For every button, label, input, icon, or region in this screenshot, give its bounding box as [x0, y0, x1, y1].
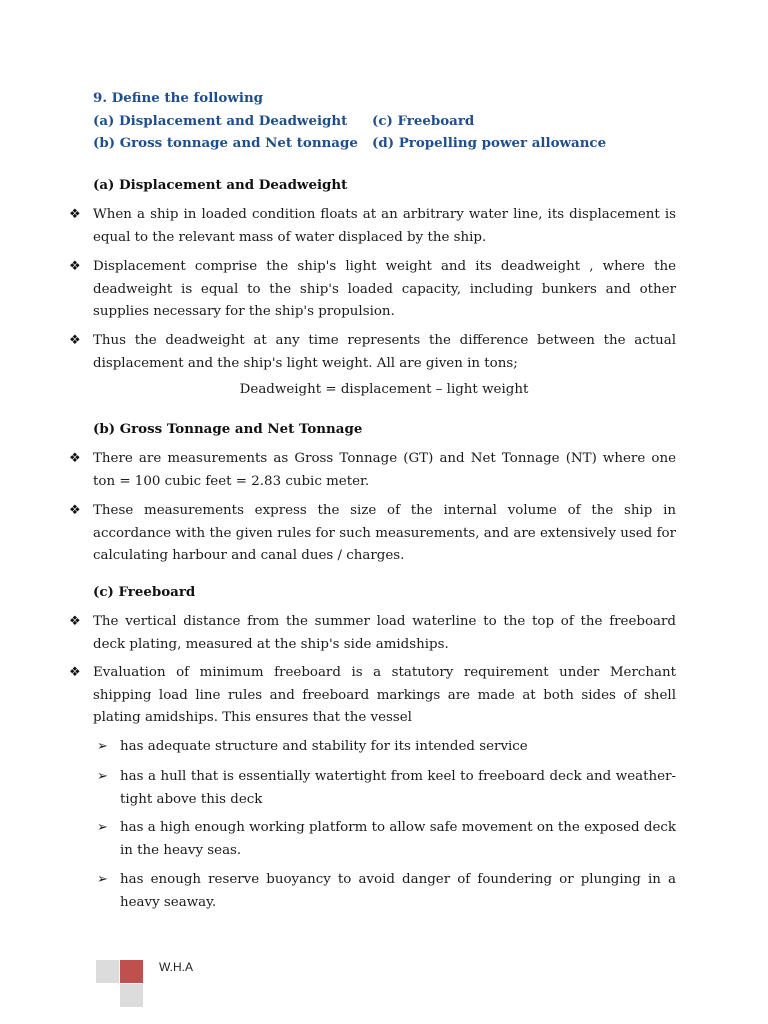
bullet-icon: ❖ — [69, 333, 81, 348]
question-title: 9. Define the following — [93, 90, 264, 106]
section-a-bullet-2 — [69, 256, 676, 324]
bullet-text: When a ship in loaded condition floats at an arbitrary water line, its displacement is equal to the relevant mass of water displaced by the ship. — [93, 207, 676, 245]
arrow-bullet-icon: ➢ — [97, 820, 108, 835]
question-item-a: (a) Displacement and Deadweight — [93, 112, 348, 129]
section-c-sub-bullet-4 — [97, 869, 676, 914]
section-c-bullet-2 — [69, 662, 676, 730]
question-item-c: (c) Freeboard — [372, 112, 475, 129]
bullet-text: Thus the deadweight at any time represents the difference between the actual displacement and the ship's light weight. All are given in tons; — [93, 333, 676, 371]
sub-bullet-text: has a high enough working platform to allow safe movement on the exposed deck in the heavy seas. — [120, 820, 676, 858]
section-b-heading: (b) Gross Tonnage and Net Tonnage — [93, 421, 363, 437]
section-a-heading: (a) Displacement and Deadweight — [93, 177, 348, 193]
sub-bullet-text: has a hull that is essentially watertight from keel to freeboard deck and weather-tight above this deck — [120, 769, 676, 807]
section-c-heading: (c) Freeboard — [93, 584, 196, 600]
section-c-sub-bullet-1 — [97, 736, 676, 759]
section-c-sub-bullet-2 — [97, 766, 676, 811]
section-a-bullet-1 — [69, 204, 676, 249]
footer-initials: W.H.A — [159, 960, 194, 974]
bullet-text: Displacement comprise the ship's light weight and its deadweight , where the deadweight is equal to the ship's loaded capacity, including bunkers and other supplies necessary for the ship's propulsion. — [93, 259, 676, 319]
section-a-bullet-3 — [69, 330, 676, 375]
section-c-sub-bullet-3 — [97, 817, 676, 862]
question-item-d: (d) Propelling power allowance — [372, 135, 607, 151]
arrow-bullet-icon: ➢ — [97, 769, 108, 784]
footer-square-red — [120, 960, 143, 983]
bullet-text: The vertical distance from the summer load waterline to the top of the freeboard deck plating, measured at the ship's side amidships. — [93, 614, 676, 652]
bullet-icon: ❖ — [69, 503, 81, 518]
footer-square-gray-bottom — [120, 984, 143, 1007]
deadweight-formula: Deadweight = displacement – light weight — [239, 382, 529, 397]
bullet-icon: ❖ — [69, 451, 81, 466]
question-row-2 — [93, 132, 693, 155]
bullet-text: There are measurements as Gross Tonnage (GT) and Net Tonnage (NT) where one ton = 100 cubic feet = 2.83 cubic meter. — [93, 451, 676, 489]
question-block — [93, 87, 693, 155]
arrow-bullet-icon: ➢ — [97, 739, 108, 754]
section-c-bullet-1 — [69, 611, 676, 656]
bullet-text: These measurements express the size of the internal volume of the ship in accordance with the given rules for such measurements, and are extensively used for calculating harbour and canal dues / charges. — [93, 503, 676, 563]
bullet-icon: ❖ — [69, 259, 81, 274]
section-b-bullet-2 — [69, 500, 676, 568]
question-item-b: (b) Gross tonnage and Net tonnage — [93, 135, 358, 151]
footer-square-gray-left — [96, 960, 119, 983]
sub-bullet-text: has enough reserve buoyancy to avoid danger of foundering or plunging in a heavy seaway. — [120, 872, 676, 910]
section-b-bullet-1 — [69, 448, 676, 493]
bullet-icon: ❖ — [69, 665, 81, 680]
bullet-icon: ❖ — [69, 614, 81, 629]
bullet-icon: ❖ — [69, 207, 81, 222]
arrow-bullet-icon: ➢ — [97, 872, 108, 887]
question-row-1 — [93, 110, 693, 133]
bullet-text: Evaluation of minimum freeboard is a statutory requirement under Merchant shipping load line rules and freeboard markings are made at both sides of shell plating amidships. This ensures that the vessel — [93, 665, 676, 725]
sub-bullet-text: has adequate structure and stability for its intended service — [120, 739, 528, 754]
